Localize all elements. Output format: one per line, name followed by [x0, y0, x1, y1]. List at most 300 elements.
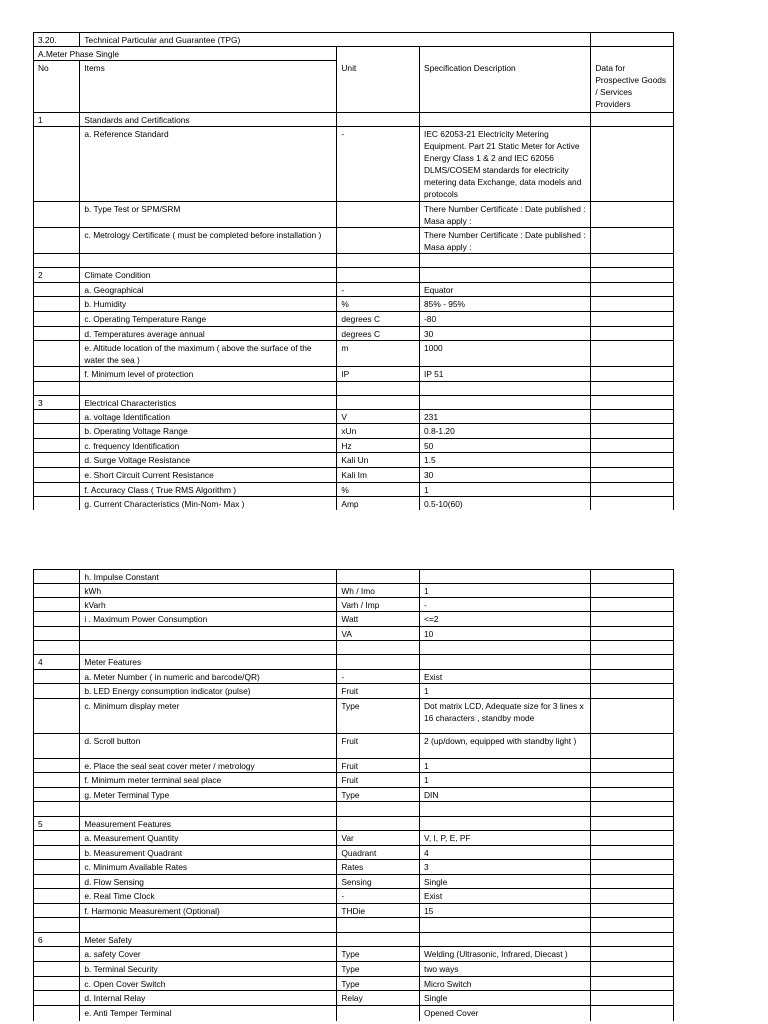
- row-number: [34, 254, 80, 268]
- row-provider-data: [591, 875, 674, 889]
- row-provider-data: [591, 382, 674, 396]
- row-provider-data: [591, 424, 674, 439]
- row-spec: [420, 570, 591, 584]
- row-provider-data: [591, 312, 674, 327]
- row-item: [80, 627, 337, 641]
- row-unit: [337, 918, 420, 933]
- row-number: [34, 228, 80, 254]
- row-item: a. Reference Standard: [80, 127, 337, 202]
- row-spec: [420, 655, 591, 670]
- row-item: b. Humidity: [80, 297, 337, 312]
- row-item: g. Meter Terminal Type: [80, 788, 337, 802]
- row-provider-data: [591, 598, 674, 612]
- row-spec: 3: [420, 860, 591, 875]
- row-provider-data: [591, 991, 674, 1006]
- row-unit: [337, 817, 420, 831]
- table-row: [34, 327, 674, 341]
- row-provider-data: [591, 759, 674, 773]
- row-provider-data: [591, 846, 674, 860]
- table-row: [34, 817, 674, 831]
- table-row: [34, 468, 674, 483]
- row-provider-data: [591, 918, 674, 933]
- row-unit: Sensing: [337, 875, 420, 889]
- row-spec: [420, 641, 591, 655]
- table-row: [34, 570, 674, 584]
- row-number: [34, 297, 80, 312]
- row-unit: Fruit: [337, 759, 420, 773]
- row-unit: Type: [337, 962, 420, 977]
- row-number: [34, 202, 80, 228]
- row-spec: 1: [420, 759, 591, 773]
- row-provider-data: [591, 584, 674, 598]
- table-row: [34, 933, 674, 947]
- row-spec: 30: [420, 468, 591, 483]
- row-spec: 15: [420, 904, 591, 918]
- row-item: c. frequency Identification: [80, 439, 337, 453]
- row-provider-data: [591, 734, 674, 759]
- header-spec: Specification Description: [420, 61, 591, 113]
- header-unit: Unit: [337, 61, 420, 113]
- table-row: [34, 788, 674, 802]
- row-number: [34, 598, 80, 612]
- row-number: [34, 846, 80, 860]
- row-item: e. Place the seal seat cover meter / metrology: [80, 759, 337, 773]
- row-number: [34, 670, 80, 684]
- row-provider-data: [591, 268, 674, 283]
- row-item: Standards and Certifications: [80, 113, 337, 127]
- row-item: c. Minimum display meter: [80, 699, 337, 734]
- row-item: e. Anti Temper Terminal: [80, 1006, 337, 1021]
- table-row: [34, 396, 674, 410]
- row-item: f. Accuracy Class ( True RMS Algorithm ): [80, 483, 337, 497]
- row-item: b. LED Energy consumption indicator (pulse): [80, 684, 337, 699]
- row-provider-data: [591, 641, 674, 655]
- row-spec: 4: [420, 846, 591, 860]
- section-title: Technical Particular and Guarantee (TPG): [80, 33, 591, 47]
- row-item: f. Minimum level of protection: [80, 367, 337, 382]
- row-unit: VA: [337, 627, 420, 641]
- row-number: [34, 641, 80, 655]
- row-number: [34, 699, 80, 734]
- row-item: c. Open Cover Switch: [80, 977, 337, 991]
- table-row: [34, 977, 674, 991]
- row-number: [34, 453, 80, 468]
- table-row: [34, 918, 674, 933]
- row-provider-data: [591, 860, 674, 875]
- row-provider-data: [591, 396, 674, 410]
- row-number: [34, 627, 80, 641]
- row-provider-data: [591, 327, 674, 341]
- row-unit: Type: [337, 699, 420, 734]
- row-provider-data: [591, 453, 674, 468]
- row-number: [34, 497, 80, 511]
- row-provider-data: [591, 947, 674, 962]
- row-provider-data: [591, 410, 674, 424]
- row-item: c. Operating Temperature Range: [80, 312, 337, 327]
- table-row: [34, 202, 674, 228]
- row-provider-data: [591, 283, 674, 297]
- row-provider-data: [591, 817, 674, 831]
- row-unit: -: [337, 670, 420, 684]
- table-row: [34, 268, 674, 283]
- header-items: Items: [80, 61, 337, 113]
- row-provider-data: [591, 127, 674, 202]
- row-number: [34, 468, 80, 483]
- row-spec: Micro Switch: [420, 977, 591, 991]
- row-unit: [337, 268, 420, 283]
- row-unit: [337, 382, 420, 396]
- row-item: [80, 802, 337, 817]
- row-unit: [337, 228, 420, 254]
- table-row: [34, 699, 674, 734]
- row-unit: -: [337, 889, 420, 904]
- row-spec: 0.8-1.20: [420, 424, 591, 439]
- row-number: [34, 860, 80, 875]
- row-unit: [337, 202, 420, 228]
- row-number: [34, 875, 80, 889]
- row-item: e. Real Time Clock: [80, 889, 337, 904]
- row-number: [34, 788, 80, 802]
- row-number: [34, 759, 80, 773]
- row-unit: %: [337, 297, 420, 312]
- row-unit: Amp: [337, 497, 420, 511]
- table-row: [34, 598, 674, 612]
- row-number: [34, 367, 80, 382]
- table-row: [34, 962, 674, 977]
- table-row: [34, 904, 674, 918]
- row-spec: 30: [420, 327, 591, 341]
- row-unit: Kali Im: [337, 468, 420, 483]
- row-provider-data: [591, 773, 674, 788]
- table-row: [34, 773, 674, 788]
- row-unit: [337, 1006, 420, 1021]
- row-number: [34, 327, 80, 341]
- row-unit: [337, 655, 420, 670]
- row-provider-data: [591, 962, 674, 977]
- row-provider-data: [591, 655, 674, 670]
- row-number: [34, 734, 80, 759]
- row-item: Meter Features: [80, 655, 337, 670]
- header-no: No: [34, 61, 80, 113]
- row-unit: Varh / Imp: [337, 598, 420, 612]
- row-unit: [337, 933, 420, 947]
- row-unit: Quadrant: [337, 846, 420, 860]
- row-number: 5: [34, 817, 80, 831]
- row-provider-data: [591, 802, 674, 817]
- row-number: [34, 1006, 80, 1021]
- row-unit: Type: [337, 977, 420, 991]
- table-row: [34, 1006, 674, 1021]
- row-unit: degrees C: [337, 312, 420, 327]
- row-number: [34, 410, 80, 424]
- row-item: Climate Condition: [80, 268, 337, 283]
- table-row: [34, 641, 674, 655]
- row-spec: 1000: [420, 341, 591, 367]
- tpg-table-body-part-2: [34, 570, 674, 1021]
- row-item: c. Minimum Available Rates: [80, 860, 337, 875]
- row-number: [34, 424, 80, 439]
- row-unit: [337, 641, 420, 655]
- row-unit: [337, 254, 420, 268]
- row-spec: Dot matrix LCD, Adequate size for 3 lines x 16 characters , standby mode: [420, 699, 591, 734]
- tpg-table-body-part-1: [34, 33, 674, 511]
- row-spec: 1.5: [420, 453, 591, 468]
- row-number: [34, 684, 80, 699]
- row-item: [80, 641, 337, 655]
- tpg-table-part-1: [33, 32, 674, 510]
- row-number: [34, 312, 80, 327]
- table-row: [34, 831, 674, 846]
- row-spec: [420, 817, 591, 831]
- row-item: b. Terminal Security: [80, 962, 337, 977]
- row-item: a. Meter Number ( in numeric and barcode/QR): [80, 670, 337, 684]
- row-spec: [420, 396, 591, 410]
- row-number: [34, 483, 80, 497]
- table-row: [34, 483, 674, 497]
- row-provider-data: [591, 113, 674, 127]
- row-provider-data: [591, 297, 674, 312]
- table-row: [34, 367, 674, 382]
- row-spec: [420, 933, 591, 947]
- row-spec: V, I, P, E, PF: [420, 831, 591, 846]
- row-spec: There Number Certificate : Date published : Masa apply :: [420, 228, 591, 254]
- empty-cell: [337, 47, 420, 61]
- header-data: Data for Prospective Goods / Services Providers: [591, 61, 674, 113]
- row-spec: Exist: [420, 889, 591, 904]
- table-row: [34, 297, 674, 312]
- row-item: d. Surge Voltage Resistance: [80, 453, 337, 468]
- row-number: [34, 127, 80, 202]
- row-number: 1: [34, 113, 80, 127]
- row-number: [34, 570, 80, 584]
- row-spec: IEC 62053-21 Electricity Metering Equipment. Part 21 Static Meter for Active Energy Class 1 & 2 and IEC 62056 DLMS/COSEM standards for electricity metering data Exchange, data models and protocols: [420, 127, 591, 202]
- row-item: i . Maximum Power Consumption: [80, 612, 337, 627]
- row-provider-data: [591, 627, 674, 641]
- empty-cell: [591, 33, 674, 47]
- row-unit: Type: [337, 788, 420, 802]
- row-spec: [420, 113, 591, 127]
- row-item: a. voltage Identification: [80, 410, 337, 424]
- row-unit: Fruit: [337, 773, 420, 788]
- row-unit: %: [337, 483, 420, 497]
- table-row: [34, 612, 674, 627]
- table-subheading: A.Meter Phase Single: [34, 47, 337, 61]
- row-spec: Welding (Ultrasonic, Infrared, Diecast ): [420, 947, 591, 962]
- row-item: kVarh: [80, 598, 337, 612]
- table-row: [34, 382, 674, 396]
- row-item: b. Measurement Quadrant: [80, 846, 337, 860]
- table-row: [34, 584, 674, 598]
- row-item: Meter Safety: [80, 933, 337, 947]
- row-spec: 85% - 95%: [420, 297, 591, 312]
- row-unit: Var: [337, 831, 420, 846]
- row-unit: IP: [337, 367, 420, 382]
- row-number: [34, 918, 80, 933]
- row-spec: There Number Certificate : Date published : Masa apply :: [420, 202, 591, 228]
- row-number: [34, 977, 80, 991]
- row-item: b. Operating Voltage Range: [80, 424, 337, 439]
- row-number: [34, 991, 80, 1006]
- row-unit: m: [337, 341, 420, 367]
- row-item: e. Short Circuit Current Resistance: [80, 468, 337, 483]
- row-number: [34, 889, 80, 904]
- table-row: [34, 497, 674, 511]
- row-provider-data: [591, 684, 674, 699]
- row-spec: DIN: [420, 788, 591, 802]
- empty-cell: [591, 47, 674, 61]
- row-item: [80, 254, 337, 268]
- table-row: [34, 410, 674, 424]
- row-number: [34, 341, 80, 367]
- row-item: kWh: [80, 584, 337, 598]
- row-spec: <=2: [420, 612, 591, 627]
- table-row: [34, 734, 674, 759]
- table-row: [34, 802, 674, 817]
- row-unit: xUn: [337, 424, 420, 439]
- row-unit: degrees C: [337, 327, 420, 341]
- row-spec: Opened Cover: [420, 1006, 591, 1021]
- row-provider-data: [591, 341, 674, 367]
- table-row: [34, 947, 674, 962]
- row-provider-data: [591, 904, 674, 918]
- row-item: d. Flow Sensing: [80, 875, 337, 889]
- row-provider-data: [591, 977, 674, 991]
- row-item: a. safety Cover: [80, 947, 337, 962]
- table-row: [34, 684, 674, 699]
- row-unit: [337, 570, 420, 584]
- table-row: [34, 627, 674, 641]
- row-unit: -: [337, 127, 420, 202]
- row-unit: Type: [337, 947, 420, 962]
- row-unit: Relay: [337, 991, 420, 1006]
- table-row: [34, 424, 674, 439]
- row-unit: Wh / Imo: [337, 584, 420, 598]
- table-row: [34, 228, 674, 254]
- row-number: [34, 382, 80, 396]
- table-row: [34, 439, 674, 453]
- row-provider-data: [591, 254, 674, 268]
- table-row: [34, 875, 674, 889]
- row-item: Measurement Features: [80, 817, 337, 831]
- row-unit: Kali Un: [337, 453, 420, 468]
- row-unit: Fruit: [337, 734, 420, 759]
- row-number: 6: [34, 933, 80, 947]
- row-provider-data: [591, 439, 674, 453]
- row-number: 3: [34, 396, 80, 410]
- table-row: [34, 670, 674, 684]
- row-unit: V: [337, 410, 420, 424]
- row-spec: 1: [420, 684, 591, 699]
- row-number: [34, 962, 80, 977]
- row-spec: Single: [420, 875, 591, 889]
- table-row: [34, 341, 674, 367]
- row-item: d. Scroll button: [80, 734, 337, 759]
- row-spec: Exist: [420, 670, 591, 684]
- row-spec: -: [420, 598, 591, 612]
- row-item: e. Altitude location of the maximum ( above the surface of the water the sea ): [80, 341, 337, 367]
- row-provider-data: [591, 670, 674, 684]
- row-provider-data: [591, 933, 674, 947]
- row-unit: Rates: [337, 860, 420, 875]
- row-item: g. Current Characteristics (Min-Nom- Max ): [80, 497, 337, 511]
- row-provider-data: [591, 483, 674, 497]
- table-row: [34, 860, 674, 875]
- row-spec: IP 51: [420, 367, 591, 382]
- row-provider-data: [591, 699, 674, 734]
- row-unit: [337, 802, 420, 817]
- row-number: [34, 439, 80, 453]
- row-item: h. Impulse Constant: [80, 570, 337, 584]
- row-provider-data: [591, 889, 674, 904]
- row-provider-data: [591, 367, 674, 382]
- row-number: [34, 947, 80, 962]
- row-number: [34, 612, 80, 627]
- row-number: [34, 802, 80, 817]
- row-unit: Fruit: [337, 684, 420, 699]
- row-number: [34, 773, 80, 788]
- row-item: f. Minimum meter terminal seal place: [80, 773, 337, 788]
- row-spec: [420, 254, 591, 268]
- row-unit: [337, 396, 420, 410]
- section-number: 3.20.: [34, 33, 80, 47]
- table-row: [34, 254, 674, 268]
- row-spec: -80: [420, 312, 591, 327]
- row-provider-data: [591, 612, 674, 627]
- row-spec: 0.5-10(60): [420, 497, 591, 511]
- row-number: 2: [34, 268, 80, 283]
- row-unit: -: [337, 283, 420, 297]
- table-row: [34, 655, 674, 670]
- row-item: c. Metrology Certificate ( must be completed before installation ): [80, 228, 337, 254]
- row-item: a. Geographical: [80, 283, 337, 297]
- row-provider-data: [591, 497, 674, 511]
- row-unit: [337, 113, 420, 127]
- row-spec: two ways: [420, 962, 591, 977]
- row-unit: Watt: [337, 612, 420, 627]
- row-provider-data: [591, 468, 674, 483]
- row-provider-data: [591, 788, 674, 802]
- table-row: [34, 846, 674, 860]
- row-spec: [420, 382, 591, 396]
- table-row: [34, 127, 674, 202]
- row-item: f. Harmonic Measurement (Optional): [80, 904, 337, 918]
- row-spec: [420, 918, 591, 933]
- subheading-row: [34, 47, 674, 61]
- row-item: d. Temperatures average annual: [80, 327, 337, 341]
- row-number: [34, 584, 80, 598]
- row-spec: 1: [420, 584, 591, 598]
- row-unit: THDie: [337, 904, 420, 918]
- row-spec: Equator: [420, 283, 591, 297]
- row-spec: 10: [420, 627, 591, 641]
- table-row: [34, 283, 674, 297]
- row-spec: 231: [420, 410, 591, 424]
- row-provider-data: [591, 831, 674, 846]
- table-row: [34, 759, 674, 773]
- row-number: 4: [34, 655, 80, 670]
- row-item: Electrical Characteristics: [80, 396, 337, 410]
- table-row: [34, 312, 674, 327]
- table-row: [34, 991, 674, 1006]
- tpg-table-part-2: [33, 569, 674, 1021]
- row-spec: [420, 802, 591, 817]
- empty-cell: [420, 47, 591, 61]
- row-provider-data: [591, 202, 674, 228]
- table-row: [34, 889, 674, 904]
- row-provider-data: [591, 1006, 674, 1021]
- column-header-row: [34, 61, 674, 113]
- row-spec: Single: [420, 991, 591, 1006]
